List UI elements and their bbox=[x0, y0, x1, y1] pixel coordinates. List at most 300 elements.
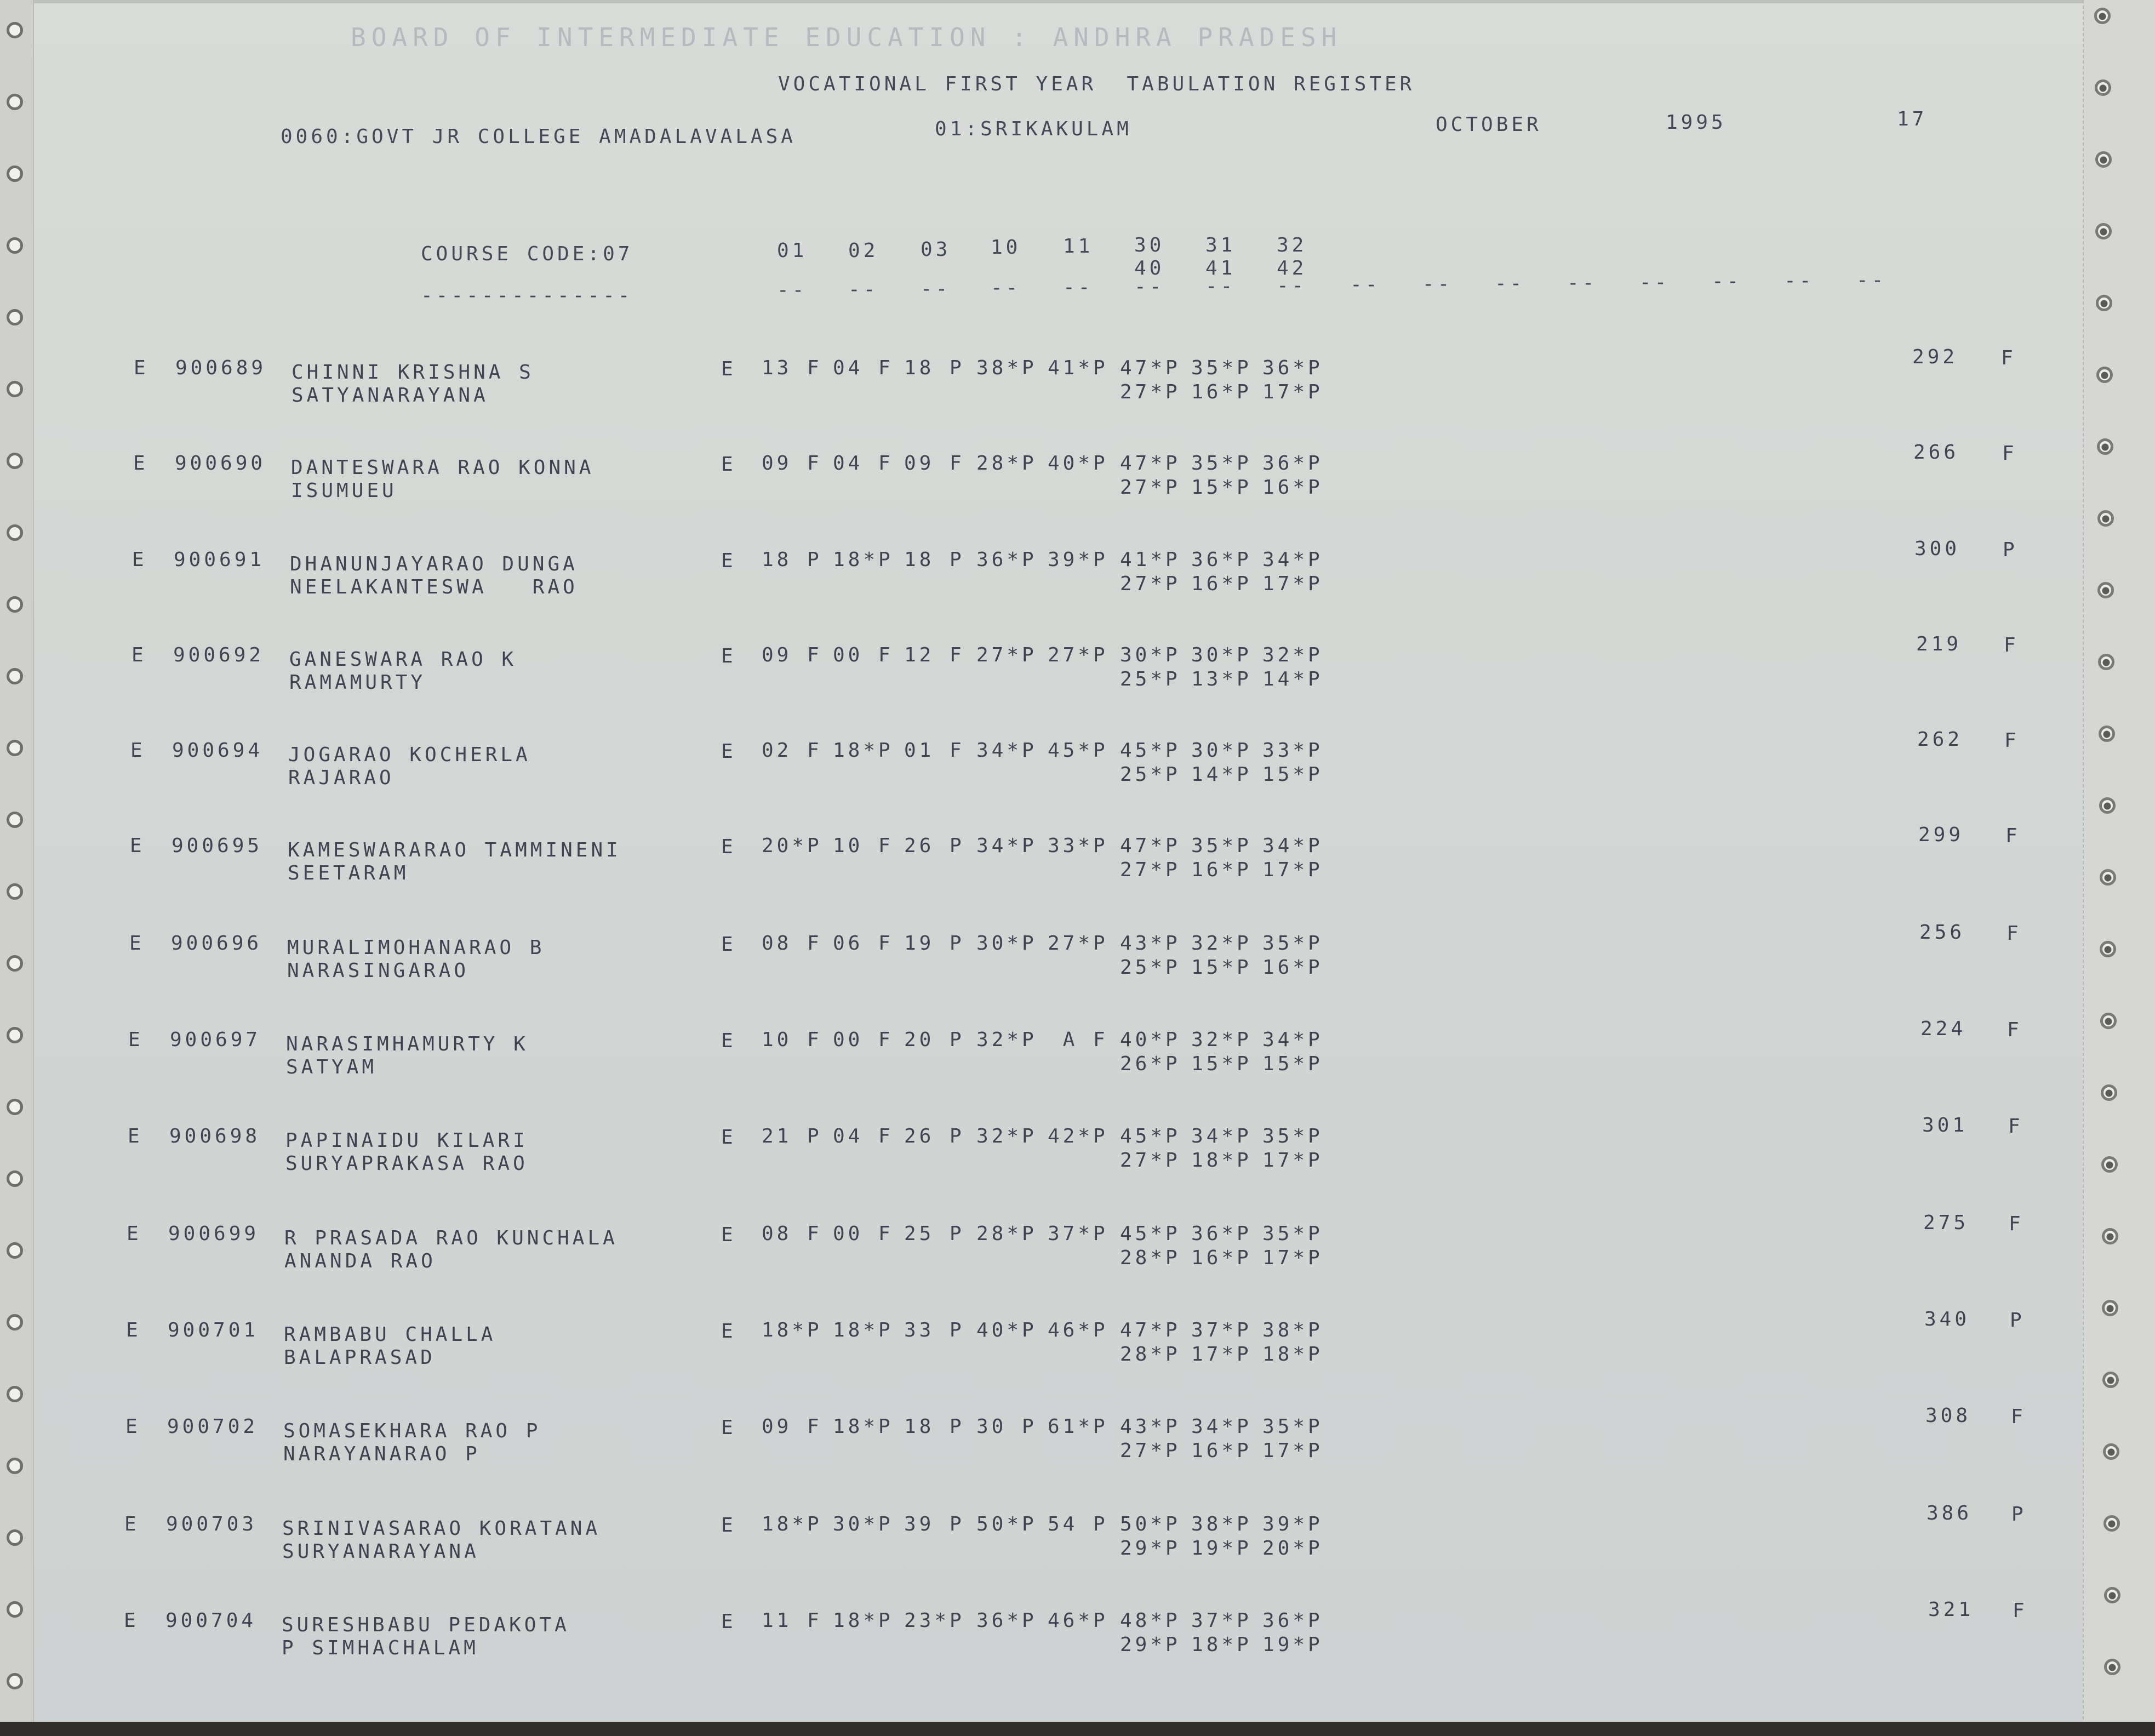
column-dash-4: -- bbox=[991, 277, 1021, 299]
register-number: 900692 bbox=[173, 644, 265, 666]
column-dash-10: -- bbox=[1422, 273, 1453, 295]
student-name: CHINNI KRISHNA S bbox=[291, 361, 534, 384]
row-prefix: E bbox=[129, 932, 145, 955]
student-name-line2: SATYAM bbox=[286, 1056, 378, 1078]
mark-32: 38*P bbox=[1262, 1319, 1323, 1341]
mark-41: 15*P bbox=[1191, 1053, 1252, 1075]
mark-41: 18*P bbox=[1191, 1149, 1252, 1172]
row-prefix: E bbox=[130, 739, 146, 762]
student-name: JOGARAO KOCHERLA bbox=[288, 744, 531, 766]
row-prefix: E bbox=[132, 549, 147, 571]
mark-01: 02 F bbox=[762, 739, 822, 762]
student-name-line2: P SIMHACHALAM bbox=[282, 1637, 479, 1659]
total-marks: 340 bbox=[1924, 1308, 1970, 1330]
total-marks: 386 bbox=[1927, 1502, 1973, 1524]
mark-42: 15*P bbox=[1262, 1053, 1323, 1075]
row-code: E bbox=[721, 1126, 736, 1149]
student-name: NARASIMHAMURTY K bbox=[286, 1033, 529, 1055]
result-status: F bbox=[2007, 922, 2022, 945]
feed-hole bbox=[2103, 1443, 2119, 1460]
result-status: F bbox=[2008, 1115, 2023, 1138]
result-status: F bbox=[2005, 825, 2021, 847]
mark-32: 32*P bbox=[1262, 644, 1323, 666]
mark-40: 27*P bbox=[1120, 859, 1181, 881]
row-code: E bbox=[721, 740, 736, 763]
mark-02: 18*P bbox=[833, 1415, 894, 1438]
total-marks: 299 bbox=[1918, 824, 1964, 846]
row-prefix: E bbox=[124, 1513, 140, 1535]
row-prefix: E bbox=[130, 835, 145, 857]
mark-40: 28*P bbox=[1120, 1247, 1181, 1269]
mark-30: 43*P bbox=[1120, 1415, 1181, 1438]
feed-hole bbox=[7, 1099, 23, 1115]
mark-10: 50*P bbox=[976, 1513, 1037, 1535]
column-dash-8: -- bbox=[1277, 275, 1307, 297]
row-prefix: E bbox=[133, 452, 148, 475]
feed-hole bbox=[7, 524, 23, 541]
mark-41: 16*P bbox=[1191, 573, 1252, 595]
mark-42: 16*P bbox=[1262, 956, 1323, 979]
mark-02: 18*P bbox=[833, 549, 894, 571]
mark-42: 20*P bbox=[1262, 1537, 1323, 1560]
mark-02: 04 F bbox=[833, 452, 894, 475]
column-dash-12: -- bbox=[1567, 272, 1598, 294]
feed-hole bbox=[7, 453, 23, 469]
mark-01: 08 F bbox=[762, 1223, 822, 1245]
row-prefix: E bbox=[126, 1319, 141, 1341]
feed-hole bbox=[2095, 79, 2111, 96]
mark-32: 36*P bbox=[1262, 1609, 1323, 1632]
mark-40: 25*P bbox=[1120, 763, 1181, 786]
row-code: E bbox=[721, 550, 736, 572]
mark-11: 45*P bbox=[1048, 739, 1108, 762]
row-code: E bbox=[721, 1514, 736, 1537]
mark-03: 25 P bbox=[904, 1223, 965, 1245]
mark-11: A F bbox=[1048, 1029, 1108, 1051]
row-code: E bbox=[721, 1224, 736, 1246]
result-status: P bbox=[2003, 539, 2018, 561]
mark-01: 18*P bbox=[762, 1319, 822, 1341]
feed-hole bbox=[2099, 726, 2115, 742]
mark-02: 18*P bbox=[833, 1609, 894, 1632]
mark-31: 30*P bbox=[1191, 739, 1252, 762]
page-number: 17 bbox=[1897, 108, 1928, 130]
row-prefix: E bbox=[128, 1029, 144, 1051]
feed-hole bbox=[2097, 582, 2114, 598]
feed-hole bbox=[2097, 510, 2114, 527]
total-marks: 301 bbox=[1922, 1114, 1968, 1137]
total-marks: 292 bbox=[1912, 346, 1958, 368]
paper-top-edge bbox=[0, 0, 2155, 3]
mark-11: 37*P bbox=[1048, 1223, 1108, 1245]
mark-40: 27*P bbox=[1120, 381, 1181, 403]
register-number: 900699 bbox=[168, 1223, 260, 1245]
feed-hole bbox=[2097, 438, 2113, 455]
mark-40: 27*P bbox=[1120, 1440, 1181, 1462]
feed-hole bbox=[2096, 367, 2113, 383]
feed-hole bbox=[2094, 8, 2111, 24]
mark-11: 46*P bbox=[1048, 1319, 1108, 1341]
feed-hole bbox=[2095, 223, 2112, 239]
feed-hole bbox=[2098, 654, 2114, 670]
feed-hole bbox=[7, 1386, 23, 1402]
mark-02: 00 F bbox=[833, 1029, 894, 1051]
mark-41: 16*P bbox=[1191, 1247, 1252, 1269]
row-prefix: E bbox=[127, 1223, 142, 1245]
register-number: 900703 bbox=[166, 1513, 258, 1535]
register-number: 900689 bbox=[175, 357, 267, 379]
page-title: VOCATIONAL FIRST YEAR TABULATION REGISTER bbox=[778, 73, 1415, 95]
mark-10: 30*P bbox=[976, 932, 1037, 955]
mark-11: 46*P bbox=[1048, 1609, 1108, 1632]
total-marks: 256 bbox=[1919, 921, 1965, 944]
column-dash-16: -- bbox=[1856, 269, 1887, 292]
result-status: F bbox=[2004, 729, 2020, 752]
register-number: 900704 bbox=[165, 1609, 257, 1632]
mark-03: 20 P bbox=[904, 1029, 965, 1051]
total-marks: 224 bbox=[1920, 1018, 1967, 1040]
mark-30: 47*P bbox=[1120, 452, 1181, 475]
student-name-line2: SURYANARAYANA bbox=[282, 1540, 479, 1563]
register-number: 900697 bbox=[170, 1029, 261, 1051]
mark-32: 36*P bbox=[1262, 452, 1323, 475]
row-code: E bbox=[721, 933, 736, 956]
result-status: P bbox=[2011, 1503, 2027, 1526]
row-prefix: E bbox=[124, 1609, 139, 1632]
mark-32: 35*P bbox=[1262, 1223, 1323, 1245]
mark-31: 34*P bbox=[1191, 1125, 1252, 1147]
mark-10: 27*P bbox=[976, 644, 1037, 666]
feed-hole bbox=[2095, 151, 2112, 168]
result-status: F bbox=[2013, 1600, 2028, 1622]
row-code: E bbox=[721, 1030, 736, 1052]
mark-03: 18 P bbox=[904, 1415, 965, 1438]
column-dash-15: -- bbox=[1784, 270, 1815, 292]
column-header-32: 32 bbox=[1277, 234, 1307, 256]
student-name-line2: ISUMUEU bbox=[291, 479, 397, 502]
feed-hole bbox=[7, 1458, 23, 1474]
mark-32: 35*P bbox=[1262, 1415, 1323, 1438]
feed-hole bbox=[7, 1673, 23, 1689]
mark-41: 15*P bbox=[1191, 476, 1252, 499]
row-code: E bbox=[721, 453, 736, 476]
column-dash-3: -- bbox=[921, 278, 951, 300]
student-name: GANESWARA RAO K bbox=[289, 648, 517, 671]
mark-11: 27*P bbox=[1048, 644, 1108, 666]
result-status: F bbox=[2009, 1213, 2024, 1235]
column-dash-14: -- bbox=[1712, 270, 1742, 293]
feed-hole bbox=[7, 1027, 23, 1043]
mark-41: 17*P bbox=[1191, 1343, 1252, 1366]
feed-hole bbox=[2101, 1156, 2118, 1173]
register-number: 900691 bbox=[174, 549, 265, 571]
left-tractor-feed-strip bbox=[0, 0, 34, 1736]
result-status: F bbox=[2002, 442, 2017, 465]
mark-31: 35*P bbox=[1191, 835, 1252, 857]
result-status: F bbox=[2001, 347, 2016, 369]
mark-10: 34*P bbox=[976, 739, 1037, 762]
mark-30: 50*P bbox=[1120, 1513, 1181, 1535]
row-code: E bbox=[721, 645, 736, 667]
column-header-41: 41 bbox=[1205, 257, 1236, 279]
mark-40: 26*P bbox=[1120, 1053, 1181, 1075]
mark-42: 19*P bbox=[1262, 1634, 1323, 1656]
mark-02: 10 F bbox=[833, 835, 894, 857]
mark-31: 30*P bbox=[1191, 644, 1252, 666]
column-dash-9: -- bbox=[1350, 273, 1381, 296]
column-header-40: 40 bbox=[1134, 257, 1165, 279]
mark-10: 32*P bbox=[976, 1125, 1037, 1147]
mark-32: 35*P bbox=[1262, 1125, 1323, 1147]
feed-hole bbox=[2102, 1228, 2118, 1244]
mark-10: 40*P bbox=[976, 1319, 1037, 1341]
column-dash-1: -- bbox=[777, 279, 808, 301]
register-number: 900702 bbox=[167, 1415, 259, 1438]
column-header-11: 11 bbox=[1063, 235, 1094, 258]
mark-30: 47*P bbox=[1120, 835, 1181, 857]
feed-hole bbox=[7, 381, 23, 397]
total-marks: 275 bbox=[1923, 1212, 1969, 1234]
mark-01: 08 F bbox=[762, 932, 822, 955]
student-name-line2: ANANDA RAO bbox=[284, 1250, 436, 1272]
mark-01: 18 P bbox=[762, 549, 822, 571]
mark-11: 40*P bbox=[1048, 452, 1108, 475]
mark-01: 20*P bbox=[762, 835, 822, 857]
exam-month: OCTOBER bbox=[1436, 113, 1542, 136]
mark-40: 25*P bbox=[1120, 668, 1181, 690]
feed-hole bbox=[7, 309, 23, 326]
column-header-02: 02 bbox=[848, 239, 879, 262]
mark-03: 09 F bbox=[904, 452, 965, 475]
district-name: 01:SRIKAKULAM bbox=[935, 118, 1132, 140]
mark-40: 27*P bbox=[1120, 1149, 1181, 1172]
course-code-underline: -------------- bbox=[421, 284, 633, 307]
mark-32: 33*P bbox=[1262, 739, 1323, 762]
mark-02: 18*P bbox=[833, 1319, 894, 1341]
column-dash-5: -- bbox=[1063, 276, 1094, 299]
mark-30: 45*P bbox=[1120, 739, 1181, 762]
mark-10: 32*P bbox=[976, 1029, 1037, 1051]
mark-32: 34*P bbox=[1262, 549, 1323, 571]
mark-11: 41*P bbox=[1048, 357, 1108, 379]
mark-42: 17*P bbox=[1262, 1247, 1323, 1269]
column-header-03: 03 bbox=[921, 238, 951, 261]
feed-hole bbox=[7, 883, 23, 900]
mark-31: 36*P bbox=[1191, 1223, 1252, 1245]
feed-hole bbox=[2102, 1300, 2118, 1316]
mark-32: 34*P bbox=[1262, 835, 1323, 857]
register-number: 900698 bbox=[169, 1125, 261, 1147]
feed-hole bbox=[7, 165, 23, 182]
total-marks: 219 bbox=[1916, 633, 1962, 655]
mark-32: 39*P bbox=[1262, 1513, 1323, 1535]
mark-42: 17*P bbox=[1262, 1440, 1323, 1462]
mark-30: 45*P bbox=[1120, 1125, 1181, 1147]
mark-03: 01 F bbox=[904, 739, 965, 762]
student-name: R PRASADA RAO KUNCHALA bbox=[284, 1227, 618, 1249]
student-name-line2: RAJARAO bbox=[288, 767, 395, 789]
register-number: 900694 bbox=[172, 739, 264, 762]
mark-42: 17*P bbox=[1262, 859, 1323, 881]
result-status: F bbox=[2004, 634, 2019, 656]
feed-hole bbox=[7, 22, 23, 38]
student-name: PAPINAIDU KILARI bbox=[285, 1129, 528, 1152]
mark-31: 37*P bbox=[1191, 1609, 1252, 1632]
student-name: KAMESWARARAO TAMMINENI bbox=[288, 839, 621, 861]
mark-11: 27*P bbox=[1048, 932, 1108, 955]
feed-hole bbox=[7, 596, 23, 613]
mark-01: 18*P bbox=[762, 1513, 822, 1535]
student-name: DANTESWARA RAO KONNA bbox=[291, 456, 595, 479]
mark-11: 33*P bbox=[1048, 835, 1108, 857]
feed-hole bbox=[2100, 869, 2116, 886]
mark-10: 38*P bbox=[976, 357, 1037, 379]
mark-40: 28*P bbox=[1120, 1343, 1181, 1366]
mark-01: 21 P bbox=[762, 1125, 822, 1147]
feed-hole bbox=[2104, 1587, 2120, 1603]
mark-01: 09 F bbox=[762, 452, 822, 475]
mark-02: 18*P bbox=[833, 739, 894, 762]
result-status: F bbox=[2011, 1406, 2026, 1428]
total-marks: 266 bbox=[1913, 441, 1959, 464]
mark-30: 48*P bbox=[1120, 1609, 1181, 1632]
mark-03: 19 P bbox=[904, 932, 965, 955]
mark-42: 14*P bbox=[1262, 668, 1323, 690]
row-code: E bbox=[721, 1611, 736, 1633]
mark-10: 28*P bbox=[976, 1223, 1037, 1245]
mark-41: 14*P bbox=[1191, 763, 1252, 786]
student-name: DHANUNJAYARAO DUNGA bbox=[290, 553, 578, 575]
mark-10: 30 P bbox=[976, 1415, 1037, 1438]
mark-31: 37*P bbox=[1191, 1319, 1252, 1341]
mark-10: 36*P bbox=[976, 549, 1037, 571]
mark-31: 35*P bbox=[1191, 357, 1252, 379]
mark-31: 36*P bbox=[1191, 549, 1252, 571]
mark-11: 61*P bbox=[1048, 1415, 1108, 1438]
mark-40: 25*P bbox=[1120, 956, 1181, 979]
feed-hole bbox=[7, 812, 23, 828]
feed-hole bbox=[2099, 797, 2116, 814]
mark-42: 18*P bbox=[1262, 1343, 1323, 1366]
feed-hole bbox=[7, 1601, 23, 1618]
mark-03: 18 P bbox=[904, 357, 965, 379]
mark-42: 17*P bbox=[1262, 573, 1323, 595]
course-code: COURSE CODE:07 bbox=[421, 243, 633, 265]
feed-hole bbox=[7, 740, 23, 756]
mark-31: 34*P bbox=[1191, 1415, 1252, 1438]
total-marks: 300 bbox=[1914, 538, 1960, 560]
column-header-30: 30 bbox=[1134, 234, 1165, 256]
mark-30: 47*P bbox=[1120, 1319, 1181, 1341]
student-name: SRINIVASARAO KORATANA bbox=[282, 1517, 601, 1540]
mark-02: 00 F bbox=[833, 644, 894, 666]
register-number: 900695 bbox=[172, 835, 263, 857]
mark-03: 26 P bbox=[904, 1125, 965, 1147]
mark-41: 18*P bbox=[1191, 1634, 1252, 1656]
row-code: E bbox=[721, 358, 736, 380]
mark-03: 26 P bbox=[904, 835, 965, 857]
feed-hole bbox=[2104, 1659, 2120, 1675]
mark-02: 30*P bbox=[833, 1513, 894, 1535]
mark-02: 04 F bbox=[833, 357, 894, 379]
mark-32: 34*P bbox=[1262, 1029, 1323, 1051]
mark-41: 19*P bbox=[1191, 1537, 1252, 1560]
mark-30: 40*P bbox=[1120, 1029, 1181, 1051]
college-name: 0060:GOVT JR COLLEGE AMADALAVALASA bbox=[281, 125, 796, 148]
total-marks: 262 bbox=[1917, 728, 1963, 751]
column-header-31: 31 bbox=[1205, 234, 1236, 256]
total-marks: 308 bbox=[1925, 1404, 1971, 1427]
mark-30: 47*P bbox=[1120, 357, 1181, 379]
mark-32: 36*P bbox=[1262, 357, 1323, 379]
mark-30: 45*P bbox=[1120, 1223, 1181, 1245]
student-name-line2: BALAPRASAD bbox=[284, 1346, 436, 1369]
mark-41: 15*P bbox=[1191, 956, 1252, 979]
result-status: F bbox=[2007, 1019, 2022, 1041]
student-name-line2: SATYANARAYANA bbox=[291, 384, 489, 407]
mark-03: 39 P bbox=[904, 1513, 965, 1535]
row-code: E bbox=[721, 1417, 736, 1439]
column-dash-7: -- bbox=[1205, 275, 1236, 298]
mark-42: 15*P bbox=[1262, 763, 1323, 786]
mark-03: 23*P bbox=[904, 1609, 965, 1632]
mark-40: 27*P bbox=[1120, 573, 1181, 595]
mark-42: 16*P bbox=[1262, 476, 1323, 499]
mark-31: 38*P bbox=[1191, 1513, 1252, 1535]
mark-41: 16*P bbox=[1191, 381, 1252, 403]
column-dash-2: -- bbox=[848, 278, 879, 301]
column-header-01: 01 bbox=[777, 239, 808, 262]
column-header-10: 10 bbox=[991, 236, 1021, 259]
student-name-line2: SURYAPRAKASA RAO bbox=[285, 1152, 528, 1175]
mark-31: 32*P bbox=[1191, 932, 1252, 955]
mark-01: 10 F bbox=[762, 1029, 822, 1051]
mark-31: 32*P bbox=[1191, 1029, 1252, 1051]
mark-30: 43*P bbox=[1120, 932, 1181, 955]
feed-hole bbox=[2103, 1515, 2120, 1532]
column-header-42: 42 bbox=[1277, 257, 1307, 279]
right-tractor-feed-strip bbox=[2083, 0, 2155, 1736]
mark-02: 04 F bbox=[833, 1125, 894, 1147]
register-number: 900701 bbox=[168, 1319, 259, 1341]
mark-42: 17*P bbox=[1262, 381, 1323, 403]
mark-01: 11 F bbox=[762, 1609, 822, 1632]
row-code: E bbox=[721, 1320, 736, 1343]
mark-40: 29*P bbox=[1120, 1634, 1181, 1656]
student-name-line2: NARAYANARAO P bbox=[283, 1443, 481, 1465]
mark-40: 27*P bbox=[1120, 476, 1181, 499]
student-name-line2: NEELAKANTESWA RAO bbox=[290, 576, 578, 598]
feed-hole bbox=[7, 1170, 23, 1187]
feed-hole bbox=[7, 1314, 23, 1330]
mark-01: 13 F bbox=[762, 357, 822, 379]
mark-10: 36*P bbox=[976, 1609, 1037, 1632]
mark-10: 34*P bbox=[976, 835, 1037, 857]
feed-hole bbox=[7, 668, 23, 684]
mark-03: 33 P bbox=[904, 1319, 965, 1341]
feed-hole bbox=[2100, 1013, 2117, 1029]
column-dash-13: -- bbox=[1639, 271, 1670, 294]
column-dash-11: -- bbox=[1495, 272, 1525, 295]
mark-40: 29*P bbox=[1120, 1537, 1181, 1560]
feed-hole bbox=[7, 1242, 23, 1259]
mark-41: 16*P bbox=[1191, 859, 1252, 881]
student-name-line2: NARASINGARAO bbox=[287, 960, 470, 982]
feed-hole bbox=[2096, 295, 2112, 311]
mark-41: 16*P bbox=[1191, 1440, 1252, 1462]
student-name: SURESHBABU PEDAKOTA bbox=[282, 1614, 570, 1636]
student-name: RAMBABU CHALLA bbox=[284, 1323, 496, 1346]
